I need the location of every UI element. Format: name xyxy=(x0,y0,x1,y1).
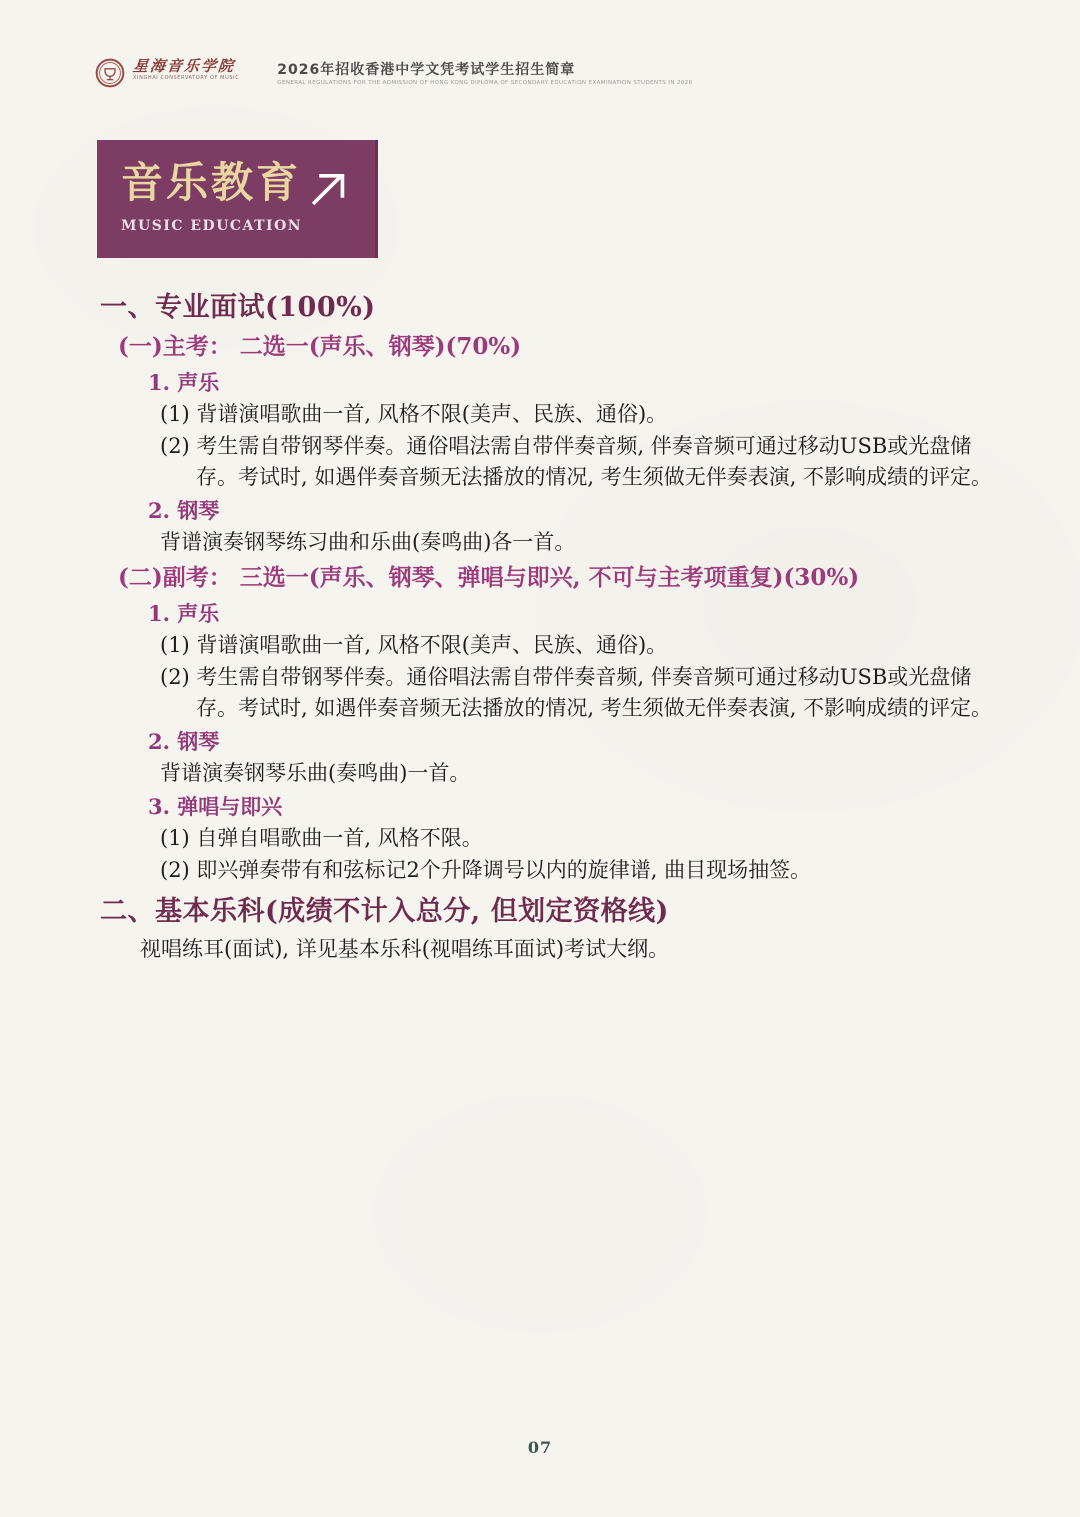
section-heading: 二、基本乐科(成绩不计入总分, 但划定资格线) xyxy=(100,896,669,927)
school-logo-icon xyxy=(95,58,125,88)
school-logo xyxy=(95,58,239,88)
list-item-heading: 1. 声乐 xyxy=(148,601,220,626)
page-number: 07 xyxy=(527,1438,553,1457)
list-item-heading: 1. 声乐 xyxy=(148,370,220,395)
item-number: (1) xyxy=(160,826,197,850)
paragraph: 背谱演奏钢琴练习曲和乐曲(奏鸣曲)各一首。 xyxy=(160,530,576,554)
numbered-paragraph: (1) 自弹自唱歌曲一首, 风格不限。 xyxy=(160,826,483,850)
item-number: (2) xyxy=(160,665,197,689)
item-number: (2) xyxy=(160,434,197,458)
item-number: (1) xyxy=(160,633,197,657)
numbered-paragraph: (2) 考生需自带钢琴伴奏。通俗唱法需自带伴奏音频, 伴奏音频可通过移动USB或光盘储存。考试时, 如遇伴奏音频无法播放的情况, 考生须做无伴奏表演, 不影响成绩的评定。 xyxy=(160,434,993,489)
list-item-heading: 3. 弹唱与即兴 xyxy=(148,794,283,819)
paragraph: 背谱演奏钢琴乐曲(奏鸣曲)一首。 xyxy=(160,761,471,785)
section-title-block xyxy=(97,140,378,258)
numbered-paragraph: (1) 背谱演唱歌曲一首, 风格不限(美声、民族、通俗)。 xyxy=(160,633,668,657)
numbered-paragraph: (2) 即兴弹奏带有和弦标记2个升降调号以内的旋律谱, 曲目现场抽签。 xyxy=(160,858,812,882)
northeast-arrow-icon xyxy=(307,166,351,210)
section-title-en: MUSIC EDUCATION xyxy=(121,218,303,234)
page-header xyxy=(95,58,693,88)
numbered-paragraph: (1) 背谱演唱歌曲一首, 风格不限(美声、民族、通俗)。 xyxy=(160,402,668,426)
school-name-zh: 星海音乐学院 xyxy=(132,57,237,75)
list-item-heading: 2. 钢琴 xyxy=(148,498,220,523)
section-title-zh: 音乐教育 xyxy=(121,158,302,207)
numbered-paragraph: (2) 考生需自带钢琴伴奏。通俗唱法需自带伴奏音频, 伴奏音频可通过移动USB或光盘储存。考试时, 如遇伴奏音频无法播放的情况, 考生须做无伴奏表演, 不影响成绩的评定。 xyxy=(160,665,993,720)
paragraph: 视唱练耳(面试), 详见基本乐科(视唱练耳面试)考试大纲。 xyxy=(140,937,670,961)
document-body xyxy=(100,282,1000,965)
section-heading: 一、专业面试(100%) xyxy=(100,292,376,323)
brochure-title: 2026年招收香港中学文凭考试学生招生简章 xyxy=(277,62,576,78)
school-name-en: XINGHAI CONSERVATORY OF MUSIC xyxy=(133,75,240,81)
sub-heading: (一)主考： 二选一(声乐、钢琴)(70%) xyxy=(118,333,522,360)
item-number: (1) xyxy=(160,402,197,426)
sub-heading: (二)副考： 三选一(声乐、钢琴、弹唱与即兴, 不可与主考项重复)(30%) xyxy=(118,564,860,591)
item-number: (2) xyxy=(160,858,197,882)
list-item-heading: 2. 钢琴 xyxy=(148,729,220,754)
brochure-subtitle-en: GENERAL REGULATIONS FOR THE ADMISSION OF HONG KONG DIPLOMA OF SECONDARY EDUCATION EXAMINATION STUDENTS IN 2026 xyxy=(277,80,693,86)
